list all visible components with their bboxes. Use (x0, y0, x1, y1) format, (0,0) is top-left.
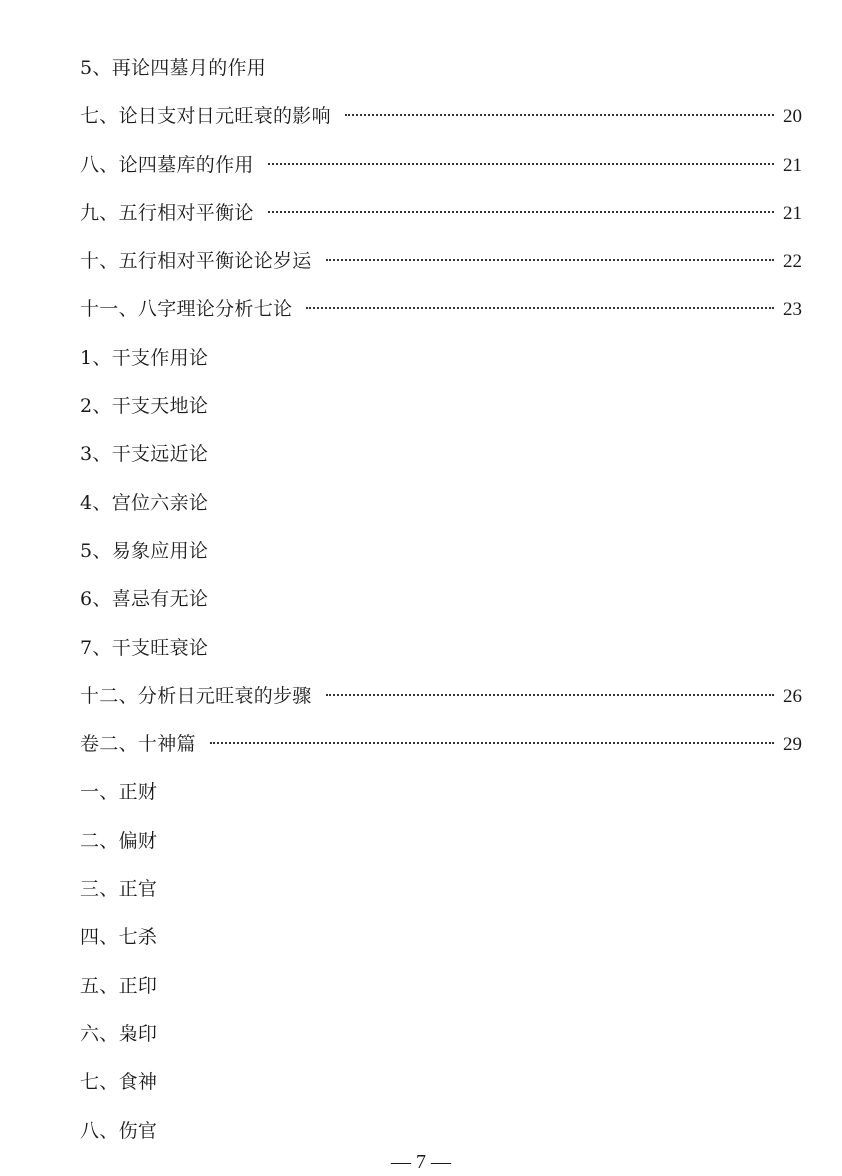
toc-entry (80, 197, 802, 245)
toc-entry (80, 680, 802, 728)
toc-entry (80, 245, 802, 293)
toc-entry-title: 八、论四墓库的作用 (80, 153, 254, 176)
toc-entry (80, 100, 802, 148)
toc-entry (80, 1018, 802, 1066)
toc-entry-title: 1、干支作用论 (80, 346, 209, 369)
toc-entry-title: 卷二、十神篇 (80, 733, 196, 756)
dot-leader (345, 114, 774, 116)
dot-leader (210, 742, 774, 744)
toc-entry (80, 825, 802, 873)
toc-entry-title: 7、干支旺衰论 (80, 636, 209, 659)
toc-entry-title: 七、食神 (80, 1071, 158, 1094)
toc-entry-title: 十二、分析日元旺衰的步骤 (80, 684, 312, 707)
toc-entry-title: 三、正官 (80, 878, 158, 901)
toc-entry-page: 29 (783, 734, 802, 756)
toc-entry-title: 5、再论四墓月的作用 (80, 57, 267, 79)
toc-entry-page: 22 (783, 251, 802, 273)
toc-entry-title: 十一、八字理论分析七论 (80, 298, 293, 321)
toc-entry-title: 六、枭印 (80, 1022, 158, 1045)
toc-entry-page: 21 (783, 202, 802, 224)
toc-entry (80, 149, 802, 197)
toc-entry (80, 632, 802, 680)
toc-entry (80, 970, 802, 1018)
toc-entry (80, 583, 802, 631)
toc-entry (80, 487, 802, 535)
toc-entry-title: 八、伤官 (80, 1119, 158, 1142)
toc-entry-title: 6、喜忌有无论 (80, 588, 209, 611)
toc-entry-page: 21 (783, 154, 802, 176)
toc-entry-page: 26 (783, 685, 802, 707)
toc-entry-title: 一、正财 (80, 781, 158, 804)
table-of-contents (80, 52, 802, 1163)
toc-entry-title: 九、五行相对平衡论 (80, 201, 254, 224)
toc-entry-title: 3、干支远近论 (80, 443, 209, 466)
toc-entry-title: 十、五行相对平衡论论岁运 (80, 250, 312, 273)
toc-entry-page: 20 (783, 106, 802, 128)
toc-entry (80, 921, 802, 969)
dot-leader (326, 694, 774, 696)
toc-entry-title: 七、论日支对日元旺衰的影响 (80, 105, 331, 128)
page-number: — 7 — (391, 1151, 451, 1173)
toc-entry (80, 728, 802, 776)
dot-leader (326, 259, 774, 261)
toc-entry (80, 293, 802, 341)
dot-leader (306, 307, 774, 309)
toc-entry-page: 23 (783, 299, 802, 321)
toc-entry-title: 4、宫位六亲论 (80, 491, 209, 514)
toc-entry-title: 四、七杀 (80, 926, 158, 949)
toc-entry (80, 390, 802, 438)
toc-entry (80, 438, 802, 486)
dot-leader (268, 211, 774, 213)
dot-leader (268, 163, 774, 165)
toc-entry (80, 1066, 802, 1114)
toc-entry (80, 776, 802, 824)
toc-entry (80, 535, 802, 583)
toc-entry (80, 342, 802, 390)
toc-entry (80, 873, 802, 921)
toc-entry (80, 52, 802, 100)
toc-entry-title: 五、正印 (80, 974, 158, 997)
toc-entry-title: 5、易象应用论 (80, 539, 209, 562)
toc-entry-title: 2、干支天地论 (80, 395, 209, 418)
toc-entry-title: 二、偏财 (80, 829, 158, 852)
